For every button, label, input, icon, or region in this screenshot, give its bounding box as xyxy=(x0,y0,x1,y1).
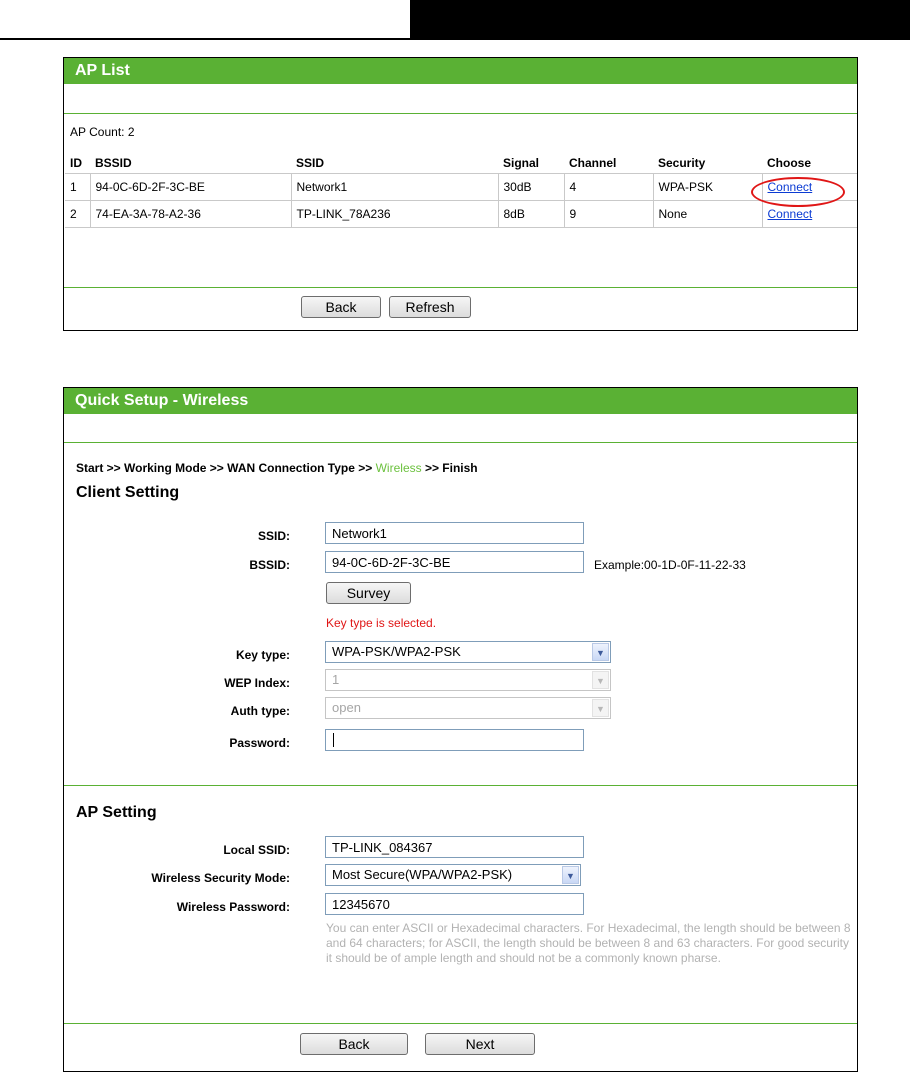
header-black-block xyxy=(410,0,910,40)
next-button[interactable]: Next xyxy=(425,1033,535,1055)
connect-link[interactable]: Connect xyxy=(767,207,813,221)
row-signal: 30dB xyxy=(498,174,564,201)
col-id: ID xyxy=(65,152,90,174)
col-choose: Choose xyxy=(762,152,857,174)
row-channel: 9 xyxy=(564,201,653,228)
ap-table xyxy=(65,152,857,228)
ap-list-footer-separator xyxy=(64,287,857,288)
wireless-password-input[interactable] xyxy=(325,893,584,915)
col-channel: Channel xyxy=(564,152,653,174)
ssid-input[interactable] xyxy=(325,522,584,544)
ap-count-value: 2 xyxy=(127,125,135,139)
refresh-button[interactable]: Refresh xyxy=(389,296,471,318)
breadcrumb-start: Start >> Working Mode >> WAN Connection Type >> xyxy=(76,461,376,475)
col-bssid: BSSID xyxy=(90,152,291,174)
ap-table-header xyxy=(65,152,857,174)
password-input[interactable] xyxy=(325,729,584,751)
highlight-circle xyxy=(751,177,845,207)
row-channel: 4 xyxy=(564,174,653,201)
auth-type-value: open xyxy=(332,700,361,715)
breadcrumb xyxy=(76,461,478,475)
key-type-select[interactable] xyxy=(325,641,611,663)
row-signal: 8dB xyxy=(498,201,564,228)
client-setting-separator xyxy=(64,785,857,786)
header-rule xyxy=(0,38,410,40)
bssid-example: Example:00-1D-0F-11-22-33 xyxy=(594,558,746,572)
wireless-password-label: Wireless Password: xyxy=(176,900,290,914)
auth-type-label: Auth type: xyxy=(230,704,290,718)
ap-list-panel xyxy=(63,57,858,331)
key-type-value: WPA-PSK/WPA2-PSK xyxy=(332,644,461,659)
chevron-down-icon: ▼ xyxy=(592,699,609,717)
row-ssid: Network1 xyxy=(291,174,498,201)
bssid-input[interactable] xyxy=(325,551,584,573)
ap-setting-separator xyxy=(64,1023,857,1024)
chevron-down-icon: ▼ xyxy=(592,671,609,689)
chevron-down-icon[interactable]: ▼ xyxy=(562,866,579,884)
col-ssid: SSID xyxy=(291,152,498,174)
row-bssid: 94-0C-6D-2F-3C-BE xyxy=(90,174,291,201)
table-row xyxy=(65,174,857,201)
auth-type-select[interactable] xyxy=(325,697,611,719)
quick-setup-title: Quick Setup - Wireless xyxy=(64,388,857,414)
wep-index-select[interactable] xyxy=(325,669,611,691)
breadcrumb-end: >> Finish xyxy=(421,461,478,475)
wep-index-value: 1 xyxy=(332,672,340,687)
ap-list-back-button[interactable]: Back xyxy=(301,296,381,318)
wep-index-label: WEP Index: xyxy=(224,676,290,690)
survey-button[interactable]: Survey xyxy=(326,582,411,604)
local-ssid-label: Local SSID: xyxy=(223,843,290,857)
document-header-bar xyxy=(0,0,910,40)
ap-list-separator xyxy=(64,113,857,114)
local-ssid-input[interactable] xyxy=(325,836,584,858)
ap-setting-title: AP Setting xyxy=(76,804,157,821)
security-mode-value: Most Secure(WPA/WPA2-PSK) xyxy=(332,867,513,882)
client-setting-title: Client Setting xyxy=(76,484,180,501)
row-security: WPA-PSK xyxy=(653,174,762,201)
col-signal: Signal xyxy=(498,152,564,174)
quick-setup-separator xyxy=(64,442,857,443)
key-type-notice: Key type is selected. xyxy=(326,616,437,630)
ssid-label: SSID: xyxy=(257,529,290,543)
security-mode-select[interactable] xyxy=(325,864,581,886)
back-button[interactable]: Back xyxy=(300,1033,408,1055)
row-bssid: 74-EA-3A-78-A2-36 xyxy=(90,201,291,228)
ap-count-label: AP Count: xyxy=(70,125,125,139)
row-id: 1 xyxy=(65,174,90,201)
table-row xyxy=(65,201,857,228)
ap-count xyxy=(70,125,135,139)
col-security: Security xyxy=(653,152,762,174)
password-label: Password: xyxy=(229,736,290,750)
chevron-down-icon[interactable]: ▼ xyxy=(592,643,609,661)
row-id: 2 xyxy=(65,201,90,228)
quick-setup-panel xyxy=(63,387,858,1072)
bssid-label: BSSID: xyxy=(249,558,290,572)
security-mode-label: Wireless Security Mode: xyxy=(151,871,290,885)
key-type-label: Key type: xyxy=(235,648,290,662)
row-security: None xyxy=(653,201,762,228)
text-cursor xyxy=(333,733,334,747)
password-hint: You can enter ASCII or Hexadecimal characters. For Hexadecimal, the length should be between 8 and 64 characters; for ASCII, the length should be between 8 and 63 characters. For good security it should be of ample length and should not be a commonly known pharse. xyxy=(326,921,851,965)
connect-link[interactable]: Connect xyxy=(767,180,813,194)
row-ssid: TP-LINK_78A236 xyxy=(291,201,498,228)
ap-list-title: AP List xyxy=(64,58,857,84)
breadcrumb-current: Wireless xyxy=(375,461,422,475)
